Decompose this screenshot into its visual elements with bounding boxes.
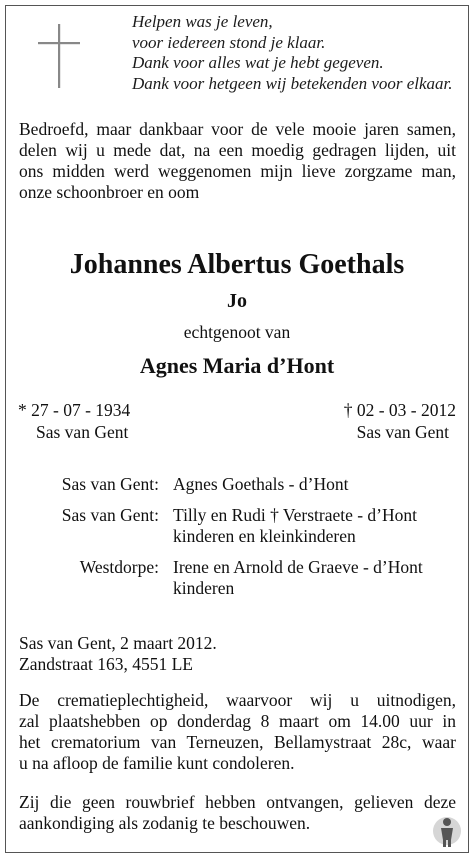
ceremony-line: u na afloop de familie kunt condoleren. <box>19 753 295 773</box>
poem-line: Dank voor hetgeen wij betekenden voor elkaar. <box>132 73 453 93</box>
notice-line: aankondiging als zodanig te beschouwen. <box>19 813 311 833</box>
ceremony-line: het crematorium van Terneuzen, Bellamystraat 28c, waar <box>19 732 456 752</box>
date-line: Sas van Gent, 2 maart 2012. <box>19 633 217 653</box>
family-line: Irene en Arnold de Graeve - d’Hont <box>173 557 423 577</box>
ceremony-text <box>19 690 456 774</box>
family-place: Westdorpe: <box>79 557 159 577</box>
deceased-name: Johannes Albertus Goethals <box>69 249 405 280</box>
intro-text <box>19 119 456 203</box>
ceremony-line: De crematieplechtigheid, waarvoor wij u uitnodigen, <box>19 690 456 710</box>
poem-line: Dank voor alles wat je hebt gegeven. <box>132 53 384 72</box>
family-members <box>173 474 423 495</box>
ceremony-line: zal plaatshebben op donderdag 8 maart om 14.00 uur in <box>19 711 456 731</box>
death-place: Sas van Gent <box>356 422 449 442</box>
family-place: Sas van Gent: <box>61 505 159 525</box>
spouse-name: Agnes Maria d’Hont <box>139 353 335 378</box>
family-line: Agnes Goethals - d’Hont <box>173 474 349 494</box>
family-line: Tilly en Rudi † Verstraete - d’Hont <box>173 505 418 525</box>
family-members <box>173 505 423 547</box>
family-place: Sas van Gent: <box>61 474 159 494</box>
deceased-nickname: Jo <box>227 290 247 312</box>
cross-icon <box>38 24 80 88</box>
death-date: † 02 - 03 - 2012 <box>343 400 456 420</box>
family-line: kinderen en kleinkinderen <box>173 526 356 546</box>
poem-line: Helpen was je leven, <box>132 12 273 31</box>
street-address: Zandstraat 163, 4551 LE <box>19 654 193 674</box>
figure-logo <box>432 814 462 848</box>
family-row <box>0 474 423 495</box>
notice-text <box>19 792 456 834</box>
family-list <box>0 474 423 599</box>
birth-place: Sas van Gent <box>36 422 129 442</box>
relation-label: echtgenoot van <box>183 322 291 342</box>
intro-line: ons midden werd weggenomen mijn lieve zorgzame man, <box>19 161 456 181</box>
family-members <box>173 557 423 599</box>
intro-line: Bedroefd, maar dankbaar voor de vele mooie jaren samen, <box>19 119 456 139</box>
intro-line: onze schoonbroer en oom <box>19 182 200 202</box>
notice-line: Zij die geen rouwbrief hebben ontvangen, gelieven deze <box>19 792 456 812</box>
family-row <box>0 557 423 599</box>
family-row <box>0 505 423 547</box>
intro-line: delen wij u mede dat, na een moedig gedragen lijden, uit <box>19 140 456 160</box>
poem-line: voor iedereen stond je klaar. <box>132 32 326 52</box>
poem <box>132 12 453 94</box>
birth-date: * 27 - 07 - 1934 <box>18 400 131 420</box>
family-line: kinderen <box>173 578 235 598</box>
